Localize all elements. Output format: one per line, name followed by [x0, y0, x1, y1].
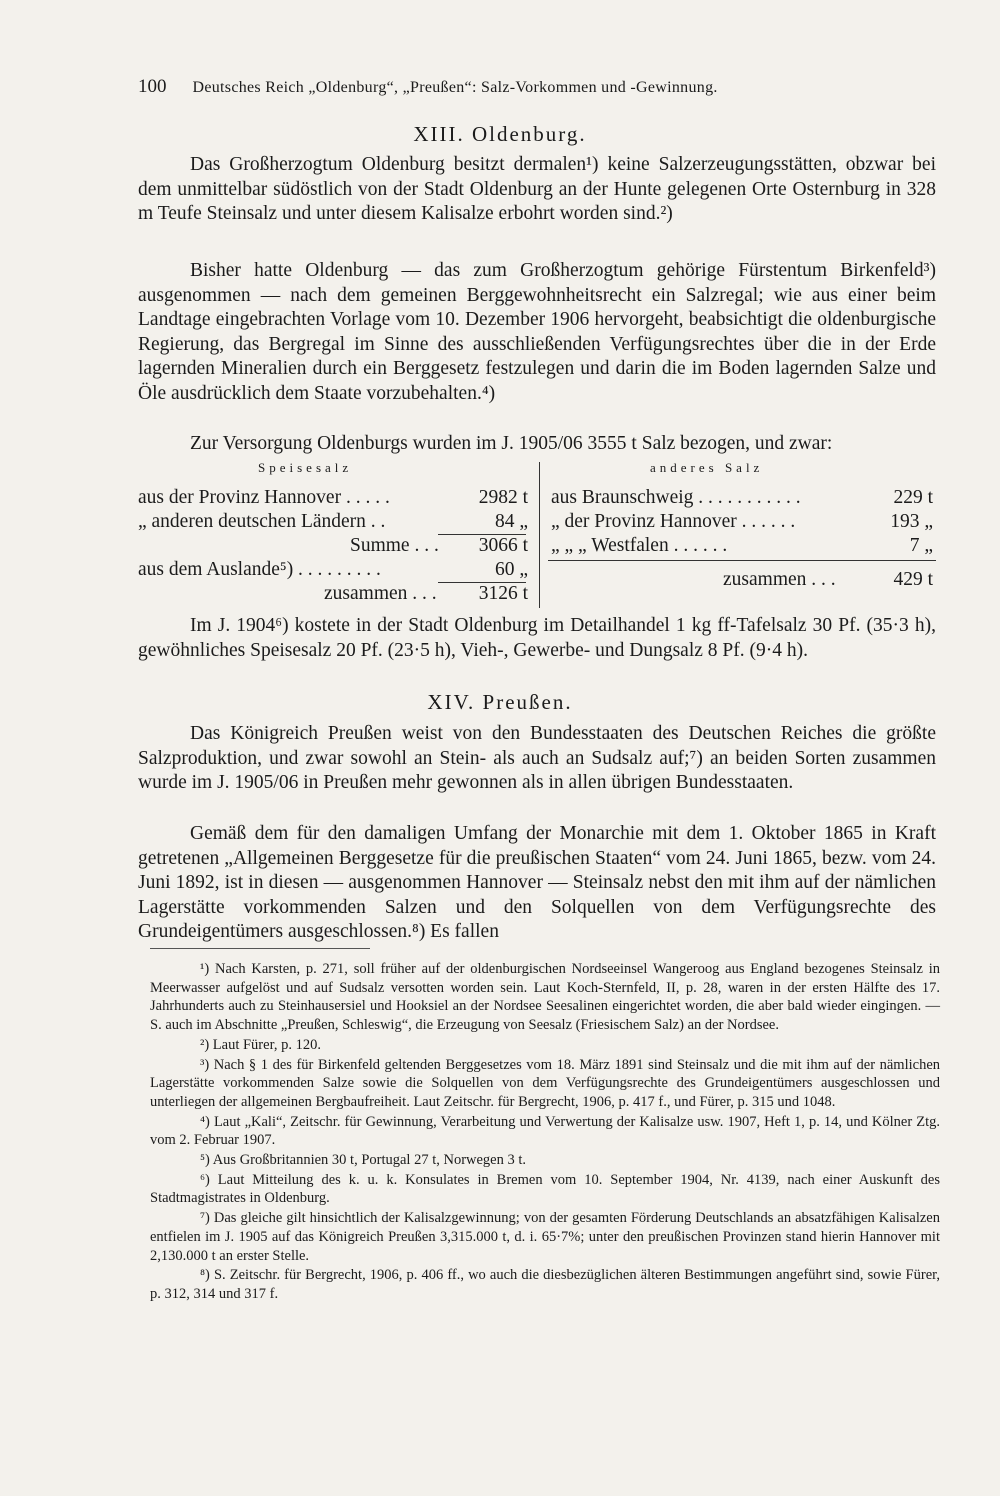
- paragraph-oldenburg-regal: Bisher hatte Oldenburg — das zum Großherzogtum gehörige Fürstentum Birkenfeld³) ausgenommen — nach dem gemeinen Berggewohnheitsrecht ein Salzregal; wie aus einer beim Landtage eingebrachten Vorlage vom 10. Dezember 1906 hervorgeht, beabsichtigt die oldenburgische Regierung, das Bergregal im Sinne des ausschließenden Verfügungsrechtes über die in der Erde lagernden Mineralien durch ein Berggesetz festzulegen und darin die im Boden lagernden Salze und Öle ausdrücklich dem Staate vorzubehalten.⁴): [138, 260, 936, 404]
- table-heading-speisesalz: Speisesalz: [258, 460, 353, 475]
- footnote: ³) Nach § 1 des für Birkenfeld geltenden Berggesetzes vom 18. März 1891 sind Steinsalz und die mit ihm auf der nämlichen Lagerstätte vorkommenden Salze sowie die Solquellen von dem Verfügungsrechte des Grundeigentümers ausgeschlossen und unterliegen der allgemeinen Bergbaufreiheit. Laut Zeitschr. für Bergrecht, 1906, p. 417 f., und Fürer, p. 315 und 1048.: [150, 1056, 940, 1110]
- paragraph-preussen-berggesetz: Gemäß dem für den damaligen Umfang der Monarchie mit dem 1. Oktober 1865 in Kraft getretenen „Allgemeinen Berggesetze für die preußischen Staaten“ vom 24. Juni 1865, bezw. vom 24. Juni 1892, ist in diesen — ausgenommen Hannover — Steinsalz nebst den mit ihm auf der nämlichen Lagerstätte vorkommenden Salzen und den Solquellen von dem Verfügungsrechte des Grundeigentümers ausgeschlossen.⁸) Es fallen: [138, 823, 936, 943]
- row-label: aus Braunschweig . . . . . . . . . . .: [551, 487, 801, 508]
- row-value: 429 t: [893, 569, 933, 590]
- row-label: Summe . . .: [350, 535, 439, 556]
- row-value: 2982 t: [478, 487, 528, 508]
- row-value: 193 „: [890, 511, 933, 532]
- table-divider: [539, 462, 540, 608]
- footnote: ⁵) Aus Großbritannien 30 t, Portugal 27 t, Norwegen 3 t.: [200, 1152, 527, 1169]
- row-label: aus dem Auslande⁵) . . . . . . . . .: [138, 559, 381, 580]
- footnote: ⁷) Das gleiche gilt hinsichtlich der Kalisalzgewinnung; von der gesamten Förderung Deutschlands an absatzfähigen Kalisalzen entfielen im J. 1905 auf das Königreich Preußen 3,315.000 t, d. i. 65·7%; unter den preußischen Provinzen stand hierin Hannover mit 2,130.000 t an erster Stelle.: [150, 1210, 940, 1264]
- row-value: 3066 t: [478, 535, 528, 556]
- row-label: aus der Provinz Hannover . . . . .: [138, 487, 390, 508]
- paragraph-oldenburg-intro: Das Großherzogtum Oldenburg besitzt dermalen¹) keine Salzerzeugungsstätten, obzwar bei dem unmittelbar südöstlich von der Stadt Oldenburg an der Hunte gelegenen Orte Osternburg in 328 m Teufe Steinsalz und unter diesem Kalisalze erbohrt worden sind.²): [138, 154, 936, 225]
- row-label: „ anderen deutschen Ländern . .: [138, 511, 386, 532]
- table-row: [138, 582, 528, 606]
- row-label: „ der Provinz Hannover . . . . . .: [551, 511, 796, 532]
- page-number: 100: [138, 76, 167, 97]
- row-value: 3126 t: [478, 583, 528, 604]
- salt-supply-table: [138, 458, 938, 608]
- row-value: 60 „: [494, 559, 528, 580]
- section-heading-oldenburg: XIII. Oldenburg.: [413, 122, 587, 146]
- table-heading-anderes-salz: anderes Salz: [650, 460, 764, 475]
- total-rule: [548, 560, 936, 561]
- footnote: ²) Laut Fürer, p. 120.: [200, 1036, 321, 1053]
- footnotes: [150, 960, 940, 1305]
- footnote-separator: [150, 948, 370, 949]
- running-title: Deutsches Reich „Oldenburg“, „Preußen“: Salz-Vorkommen und -Gewinnung.: [192, 79, 718, 96]
- footnote: ⁴) Laut „Kali“, Zeitschr. für Gewinnung, Verarbeitung und Verwertung der Kalisalze usw. 1907, Heft 1, p. 14, und Kölner Ztg. vom 2. Februar 1907.: [150, 1113, 940, 1149]
- table-row: [138, 486, 528, 510]
- paragraph-prices: Im J. 1904⁶) kostete in der Stadt Oldenburg im Detailhandel 1 kg ff-Tafelsalz 30 Pf. (35·3 h), gewöhnliches Speisesalz 20 Pf. (23·5 h), Vieh-, Gewerbe- und Dungsalz 8 Pf. (9·4 h).: [138, 615, 936, 661]
- row-value: 7 „: [909, 535, 933, 556]
- table-row: [138, 534, 528, 558]
- table-row: [551, 486, 933, 510]
- section-heading-preussen: XIV. Preußen.: [427, 690, 573, 714]
- paragraph-preussen-intro: Das Königreich Preußen weist von den Bundesstaaten des Deutschen Reiches die größte Salzproduktion, und zwar sowohl an Stein- als auch an Sudsalz auf;⁷) an beiden Sorten zusammen wurde im J. 1905/06 in Preußen mehr gewonnen als in allen übrigen Bundesstaaten.: [138, 723, 936, 794]
- row-label: zusammen . . .: [324, 583, 437, 604]
- footnote: ¹) Nach Karsten, p. 271, soll früher auf der oldenburgischen Nordseeinsel Wangeroog aus England bezogenes Steinsalz in Meerwasser aufgelöst und auf Sudsalz versotten worden sein. Laut Koch-Sternfeld, II, p. 28, waren in der ersten Hälfte des 17. Jahrhunderts auch zu Steinhausersiel und Hooksiel an der Nordsee Seesalinen eingerichtet worden, die aber bald wieder eingingen. — S. auch im Abschnitte „Preußen, Schleswig“, die Erzeugung von Seesalz (Friesischem Salz) an der Nordsee.: [150, 961, 940, 1034]
- table-row: [551, 568, 933, 592]
- table-row: [551, 534, 933, 558]
- row-value: 229 t: [893, 487, 933, 508]
- footnote: ⁸) S. Zeitschr. für Bergrecht, 1906, p. 406 ff., wo auch die diesbezüglichen älteren Bestimmungen angeführt sind, sowie Fürer, p. 312, 314 und 317 f.: [150, 1267, 940, 1302]
- row-label: zusammen . . .: [723, 569, 836, 590]
- paragraph-oldenburg-supply: Zur Versorgung Oldenburgs wurden im J. 1905/06 3555 t Salz bezogen, und zwar:: [190, 433, 833, 454]
- table-row: [138, 510, 528, 534]
- row-value: 84 „: [494, 511, 528, 532]
- row-label: „ „ „ Westfalen . . . . . .: [551, 535, 728, 556]
- footnote: ⁶) Laut Mitteilung des k. u. k. Konsulates in Bremen vom 10. September 1904, Nr. 4139, nach einer Auskunft des Stadtmagistrates in Oldenburg.: [150, 1171, 940, 1207]
- table-row: [138, 558, 528, 582]
- table-row: [551, 510, 933, 534]
- running-header: [138, 76, 938, 98]
